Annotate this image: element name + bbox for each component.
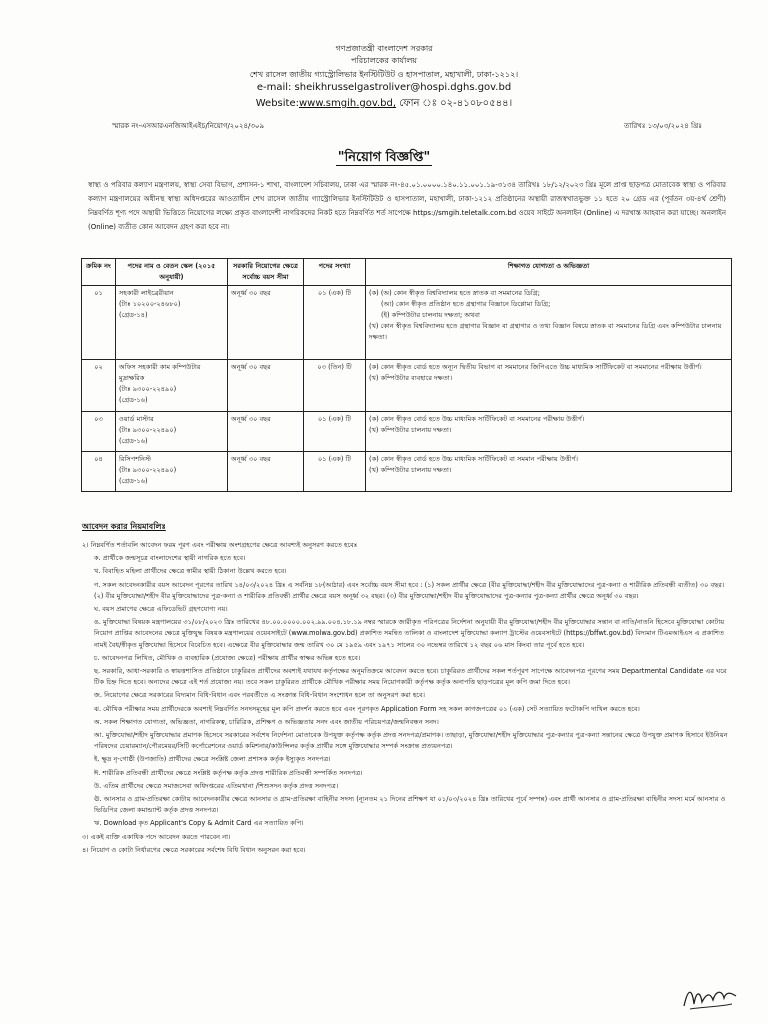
qual-line: (আ) কোন স্বীকৃত প্রতিষ্ঠান হতে গ্রন্থাগার বিজ্ঞানে ডিপ্লোমা ডিগ্রি; (381, 300, 551, 308)
row-serial: ০৩ (82, 412, 116, 452)
pay-scale: (টাঃ ১০২০০-২৪৬৮০) (119, 300, 181, 308)
rules-heading: আবেদন করার নিয়মাবলিঃ (82, 522, 166, 531)
rule-item: খ. বিবাহিত মহিলা প্রার্থীদের ক্ষেত্রে স্বামীর স্থায়ী ঠিকানা উল্লেখ করতে হবে। (94, 567, 287, 576)
table-row (82, 412, 732, 452)
table-header-row (82, 259, 732, 286)
rule-item: ঊ. আনসার ও গ্রাম-প্রতিরক্ষা কোটায় আবেদনকারীর ক্ষেত্রে আনসার ও গ্রাম-প্রতিরক্ষা বাহিনীর সদস্য (ন্যূনতম ২১ দিনের প্রশিক্ষণ যা ০১/০৩/২০২৪ খ্রিঃ তারিখের পূর্বে সম্পন্ন) এবং প্রার্থী আনসার ও গ্রাম-প্রতিরক্ষা বাহিনীর সদস্য মর্মে আনসার ও ভিডিপির জেলা কমান্ড্যান্ট কর্তৃক প্রদত্ত সনদপত্র। (94, 795, 726, 815)
phone-number: ফোন ঃ ০২-৪১০৮০৫৪৪। (396, 98, 513, 109)
qual-line: (ক) কোন স্বীকৃত বোর্ড হতে উচ্চ মাধ্যমিক সার্টিফিকেট বা সমমানের পরীক্ষায় উত্তীর্ণ। (369, 415, 585, 423)
email-label: e-mail: (256, 82, 295, 93)
row-serial: ০১ (82, 286, 116, 360)
memo-number: স্মারক নং-এসআরএনজিআইএইচ/নিয়োগ/২০২৪/৩০৯ (112, 122, 265, 130)
post-name: অফিস সহকারী কাম কম্পিউটার মুদ্রাক্ষরিক (119, 363, 201, 382)
row-qualification (366, 412, 732, 452)
rule-item: ৪। নিয়োগ ও কোটা নির্ধারণের ক্ষেত্রে সরকারের সর্বশেষ বিধি বিধান অনুসরন করা হবে। (82, 845, 306, 854)
row-qualification (366, 286, 732, 360)
rule-item: আ. মুক্তিযোদ্ধা/শহীদ মুক্তিযোদ্ধার প্রমাণক হিসেবে সরকারের সর্বশেষ নির্দেশনা মোতাবেক উপযুক্ত কর্তৃপক্ষ কর্তৃক প্রদত্ত সনদপত্র/প্রমাণক। তাছাড়া, মুক্তিযোদ্ধা/শহীদ মুক্তিযোদ্ধার পুত্র-কন্যার পুত্র-কন্যা সন্তানের ক্ষেত্রে উপযুক্ত প্রমাণক হিসাবে ইউনিয়ন পরিষদের চেয়ারম্যান/পৌরমেয়র/সিটি কর্পোরেশনের ওয়ার্ড কমিশনার/কাউন্সিলর কর্তৃক প্রার্থীর সঙ্গে মুক্তিযোদ্ধার সম্পর্ক সংক্রান্ত প্রত্যয়নপত্র। (94, 731, 728, 751)
rule-item: ছ. সরকারি, আধা-সরকারি ও স্বায়ত্তশাসিত প্রতিষ্ঠানে চাকুরিরত প্রার্থীদের অবশ্যই যথাযথ কর্তৃপক্ষের অনুমতিক্রমে আবেদন করতে হবে। চাকুরিরত প্রার্থীদের সকল শর্তপূরণ সাপেক্ষে আবেদনপত্র পূরণের সময় Departmental Candidate এর ঘরে টিক চিহ্ন দিতে হবে। অন্যদের ক্ষেত্রে এই শর্ত প্রযোজ্য নয়। তবে সকল চাকুরিরত প্রার্থীকে মৌখিক পরীক্ষার সময় নিয়োগকারী কর্তৃপক্ষ কর্তৃক অনাপত্তি ছাড়পত্রের মূল কপি জমা দিতে হবে। (94, 667, 727, 687)
rule-item: ২। নিম্নবর্ণিত শর্তাবলি আবেদন ফরম পূরণ এবং পরীক্ষায় অংশগ্রহণের ক্ষেত্রে আবশ্যই অনুসরণ করতে হবেঃ (82, 541, 358, 549)
row-count: ০১ (এক) টি (304, 286, 366, 360)
qual-line: (ই) কম্পিউটার চালনায় দক্ষতা; অথবা (381, 311, 480, 319)
website-label: Website: (255, 98, 299, 109)
email-line (0, 82, 768, 93)
row-count: ০৩ (তিন) টি (304, 360, 366, 412)
row-count: ০১ (এক) টি (304, 452, 366, 492)
col-post-count: পদের সংখ্যা (304, 259, 366, 286)
qual-line: (ক) কোন স্বীকৃত বোর্ড হতে অন্যূন দ্বিতীয় বিভাগ বা সমমানের জিপিএতে উচ্চ মাধ্যমিক সার্টিফিকেট বা সমমানের পরীক্ষায় উত্তীর্ণ। (369, 363, 702, 371)
row-serial: ০৪ (82, 452, 116, 492)
office-title: পরিচালকের কার্যালয় (351, 56, 417, 65)
qual-line: (খ) কম্পিউটার চালনায় দক্ষতা। (369, 466, 452, 474)
table-row (82, 452, 732, 492)
row-age: অনূর্ধ্ব ৩০ বছর (228, 286, 304, 360)
grade: (গ্রেড-১৬) (119, 477, 148, 485)
post-name: ওয়ার্ড মাস্টার (119, 415, 154, 423)
rule-item: অ. সকল শিক্ষাগত যোগ্যতা, অভিজ্ঞতা, নাগরিকত্ব, চারিত্রিক, প্রশিক্ষণ ও অভিজ্ঞতার সনদ এবং জাতীয় পরিচয়পত্র/জন্মনিবন্ধন সনদ। (94, 717, 439, 726)
qual-line: (খ) কোন স্বীকৃত বিশ্ববিদ্যালয় হতে গ্রন্থাগার বিজ্ঞান বা গ্রন্থাগার ও তথ্য বিজ্ঞান বিষয়ে স্নাতক বা সমমানের ডিগ্রি এবং কম্পিউটার চালনায় দক্ষতা। (369, 322, 722, 341)
rule-item: ঋ. Download কৃত Applicant's Copy & Admit Card এর সত্যায়িত কপি। (94, 819, 304, 828)
rule-item: ঘ. বয়স প্রমাণের ক্ষেত্রে এফিডেভিট গ্রহণযোগ্য নয়। (94, 605, 228, 614)
rule-item: ক. প্রার্থীকে জন্মসূত্রে বাংলাদেশের স্থায়ী নাগরিক হতে হবে। (94, 554, 246, 563)
grade: (গ্রেড-১৬) (119, 396, 148, 404)
row-qualification (366, 452, 732, 492)
notice-title-text: "নিয়োগ বিজ্ঞপ্তি" (337, 150, 431, 165)
intro-paragraph: স্বাস্থ্য ও পরিবার কল্যাণ মন্ত্রণালয়, স্বাস্থ্য সেবা বিভাগ, প্রশাসন-১ শাখা, বাংলাদেশ সচিবালয়, ঢাকা এর স্মারক নং-৪৫.০১.০০০০.১৪০.১১.০০১.১৯-৩১৩৪ তারিখঃ ১৮/১২/২০২৩ খ্রিঃ মূলে প্রাপ্ত ছাড়পত্র মোতাবেক স্বাস্থ্য ও পরিবার কল্যাণ মন্ত্রণালয়ের অধীনস্থ স্বাস্থ্য অধিদপ্তরের আওতাধীন শেখ রাসেল জাতীয় গ্যাস্ট্রোলিভার ইনস্টিটিউট ও হাসপাতাল, মহাখালী, ঢাকা-১২১২ প্রতিষ্ঠানের অস্থায়ী রাজস্বখাতভুক্ত ১১ হতে ২০ গ্রেড এর (পূর্বতন ৩য়-৪র্থ শ্রেণী) নিম্নবর্ণিত শূণ্য পদে অস্থায়ী ভিত্তিতে নিয়োগের লক্ষ্যে প্রকৃত বাংলাদেশী নাগরিকদের নিকট হতে নিম্নবর্ণিত শর্ত সাপেক্ষে https://smgih.teletalk.com.bd ওয়েব সাইটে অনলাইন (Online) এ দরখাস্ত আহবান করা যাচ্ছে। অনলাইন (Online) ব্যতীত কোন আবেদন গ্রহণ করা হবে না। (88, 181, 726, 231)
qual-line: (খ) কম্পিউটার ব্যবহারে দক্ষতা। (369, 374, 453, 382)
notice-title (0, 148, 768, 169)
website-line (0, 96, 768, 113)
notice-date: তারিখঃ ১৩/০৩/২০২৪ খ্রিঃ (624, 122, 702, 130)
col-age-limit: সরকারি নিয়োগের ক্ষেত্রে সর্বোচ্চ বয়স সীমা (228, 259, 304, 286)
pay-scale: (টাঃ ৯৩০০-২২৪৯০) (119, 426, 177, 434)
row-post (116, 412, 228, 452)
rules-list (82, 540, 730, 858)
qual-line: (ক) কোন স্বীকৃত বোর্ড হতে উচ্চ মাধ্যমিক সার্টিফিকেট বা সমমান পরীক্ষায় উত্তীর্ণ। (369, 455, 578, 463)
post-name: সহকারী লাইব্রেরীয়ান (119, 289, 174, 297)
row-post (116, 452, 228, 492)
rule-item: গ. সকল আবেদনকারীর বয়স আবেদন পূরণের তারিখ ১৪/০৩/২০২৪ খ্রিঃ এ সর্বনিম্ন ১৮(আঠার) এবং সর্বোচ্চ বয়স সীমা হবে : (১) সকল প্রার্থীর ক্ষেত্রে (বীর মুক্তিযোদ্ধা/শহীদ বীর মুক্তিযোদ্ধাদের পুত্র-কন্যা ও শারীরিক প্রতিবন্ধী ব্যতীত) ৩০ বছর। (২) বীর মুক্তিযোদ্ধা/শহীদ বীর মুক্তিযোদ্ধাদের পুত্র-কন্যা ও শারীরিক প্রতিবন্ধী প্রার্থীর ক্ষেত্রে বয়স অনূর্ধ্ব ৩২ বছর। (৩) বীর মুক্তিযোদ্ধা/শহীদ বীর মুক্তিযোদ্ধাদের পুত্র-কন্যার পুত্র-কন্যা প্রার্থীর ক্ষেত্রে অনূর্ধ্ব ৩০ বছর। (94, 580, 725, 600)
signature-icon (680, 982, 740, 1014)
rule-item: চ. আবেদনপত্র লিখিত, মৌখিক ও ব্যবহারিক (প্রযোজ্য ক্ষেত্রে) পরীক্ষায় প্রার্থীর স্বাক্ষর অভিন্ন হতে হবে। (94, 653, 361, 662)
col-qualification: শিক্ষাগত যোগ্যতা ও অভিজ্ঞতা (366, 259, 732, 286)
row-post (116, 360, 228, 412)
col-post-scale: পদের নাম ও বেতন স্কেল (২০১৫ অনুযায়ী) (116, 259, 228, 286)
row-qualification (366, 360, 732, 412)
govt-title: গণপ্রজাতন্ত্রী বাংলাদেশ সরকার (335, 44, 433, 53)
website-link[interactable]: www.smgih.gov.bd, (298, 98, 397, 109)
grade: (গ্রেড-১৬) (119, 437, 148, 445)
rule-item: ঝ. মৌখিক পরীক্ষার সময় প্রার্থীদেরকে অবশ্যই নিম্নবর্ণিত সনদসমূহের মূল কপি প্রদর্শন করতে হবে এবং পূরণকৃত Application Form সহ সকল কাগজপত্রের ০১ (এক) সেট সত্যায়িত ফটোকপি দাখিল করতে হবে। (94, 704, 640, 713)
rule-item: উ. এতিম প্রার্থীদের ক্ষেত্রে সমাজসেবা অধিদপ্তরের এতিমখানা /শিশুসদন কর্তৃক প্রদত্ত সনদপত্র। (94, 781, 339, 790)
pay-scale: (টাঃ ৯৩০০-২২৪৯০) (119, 466, 177, 474)
qual-line: (খ) কম্পিউটার চালনায় দক্ষতা। (369, 426, 452, 434)
grade: (গ্রেড-১৪) (119, 311, 148, 319)
rule-item: ঙ. মুক্তিযোদ্ধা বিষয়ক মন্ত্রণালয়ের ৩১/০৮/২০২৩ খ্রিঃ তারিখের ৪৮.০০.০০০০.০০২.৯৯.০০৪.১৮.১৯ নম্বর স্মারকে জারীকৃত পরিপত্রের নির্দেশনা অনুযায়ী বীর মুক্তিযোদ্ধা/শহীদ বীর মুক্তিযোদ্ধার সন্তান বা নাতি/নাতনি হিসেবে মুক্তিযোদ্ধা কোটায় নিয়োগ প্রাপ্তির আবেদনের ক্ষেত্রে মুক্তিযুদ্ধ বিষয়ক মন্ত্রণালয়ের ওয়েবসাইটে (www.molwa.gov.bd) প্রকাশিত সমন্বিত তালিকা ও বাংলাদেশ মুক্তিযোদ্ধা কল্যাণ ট্রাস্টের ওয়েবসাইটে (https://bffwt.gov.bd) বিদ্যমান টিএমআইএস এ প্রকাশিত নামই বৈধ/স্বীকৃত মুক্তিযোদ্ধা হিসেবে বিবেচিত হবে। এক্ষেত্রে বীর মুক্তিযোদ্ধার জন্ম তারিখ ৩০ মে ১৯৫৯ এবং ১৯৭১ সালের ৩০ নভেম্বর তারিখে ১২ বছর ০৬ মাস কিংবা তার পূর্বে হতে হবে। (94, 618, 725, 649)
row-age: অনূর্ধ্ব ৩০ বছর (228, 412, 304, 452)
col-serial: ক্রমিক নং (82, 259, 116, 286)
table-row (82, 360, 732, 412)
row-post (116, 286, 228, 360)
posts-table (81, 258, 732, 492)
row-count: ০১ (এক) টি (304, 412, 366, 452)
row-serial: ০২ (82, 360, 116, 412)
email-link[interactable]: sheikhrusselgastroliver@hospi.dghs.gov.bd (294, 82, 512, 93)
rule-item: ঈ. শারীরিক প্রতিবন্ধী প্রার্থীদের ক্ষেত্রে সংশ্লিষ্ট কর্তৃপক্ষ কর্তৃক প্রদত্ত শারীরিক প্রতিবন্ধী সম্পর্কিত সনদপত্র। (94, 768, 363, 777)
rule-item: ই. ক্ষুদ্র নৃ-গোষ্ঠী (উপজাতি) প্রার্থীদের ক্ষেত্রে সংশ্লিষ্ট জেলা প্রশাসক কর্তৃক ইস্যুকৃত সনদপত্র। (94, 755, 331, 764)
row-age: অনূর্ধ্ব ৩০ বছর (228, 452, 304, 492)
table-row (82, 286, 732, 360)
post-name: রিসিপশনিস্ট (119, 455, 151, 463)
qual-line: (ক) (অ) কোন স্বীকৃত বিশ্ববিদ্যালয় হতে স্নাতক বা সমমানের ডিগ্রি; (369, 289, 540, 297)
rule-item: ৩। একই ব্যক্তি একাধিক পদে আবেদন করতে পারবেন না। (82, 832, 231, 841)
institute-name: শেখ রাসেল জাতীয় গ্যাস্ট্রোলিভার ইনস্টিটিউট ও হাসপাতাল, মহাখালী, ঢাকা-১২১২। (249, 70, 519, 79)
rule-item: জ. নিয়োগের ক্ষেত্রে সরকারের বিদ্যমান বিধি-বিধান এবং পরবর্তীতে এ সংক্রান্ত বিধি-বিধান সংশোধন হলে তা অনুসরণ করা হবে। (94, 691, 425, 700)
pay-scale: (টাঃ ৯৩০০-২২৪৯০) (119, 385, 177, 393)
row-age: অনূর্ধ্ব ৩০ বছর (228, 360, 304, 412)
